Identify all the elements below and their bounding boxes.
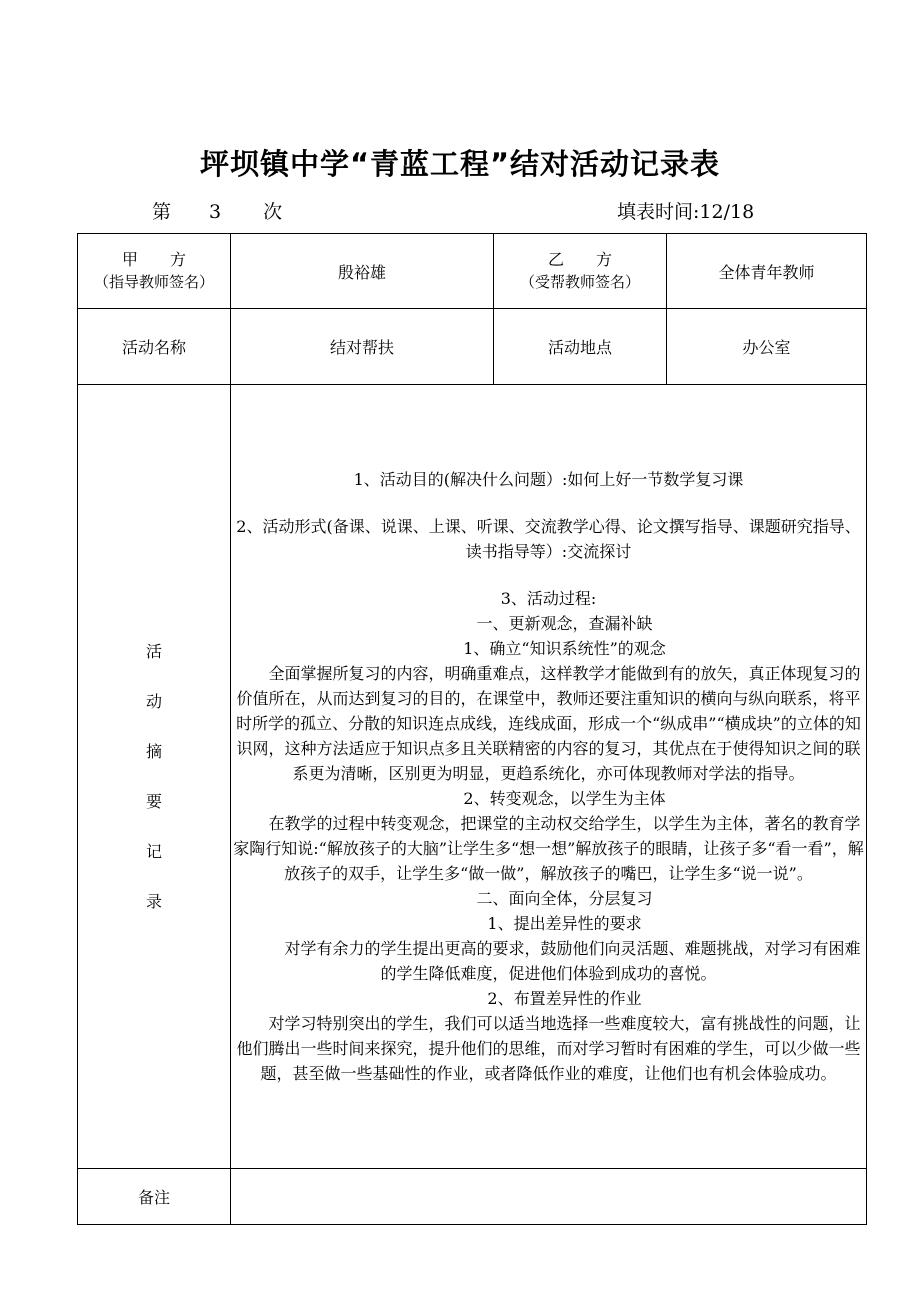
remarks-value xyxy=(231,1169,867,1225)
section-heading: 一、更新观念，查漏补缺 xyxy=(476,614,653,633)
summary-label-char: 摘 xyxy=(145,741,162,761)
activity-purpose: 1、活动目的(解决什么问题）:如何上好一节数学复习课 xyxy=(353,470,744,489)
parties-row xyxy=(78,234,867,309)
party-b-value: 全体青年教师 xyxy=(667,234,867,309)
summary-label xyxy=(78,641,230,911)
summary-row xyxy=(78,385,867,1169)
summary-label-char: 动 xyxy=(145,691,162,711)
record-sequence xyxy=(152,197,282,224)
remarks-label: 备注 xyxy=(78,1169,231,1225)
summary-label-char: 录 xyxy=(145,891,162,911)
activity-form: 2、活动形式(备课、说课、上课、听课、交流教学心得、论文撰写指导、课题研究指导、读书指导等）:交流探讨 xyxy=(236,517,861,561)
activity-name-label: 活动名称 xyxy=(78,309,231,385)
summary-content xyxy=(231,385,867,1169)
party-b-label: 乙 方 xyxy=(547,250,612,269)
fill-date-value: 12/18 xyxy=(699,201,755,223)
point-paragraph: 在教学的过程中转变观念，把课堂的主动权交给学生，以学生为主体，著名的教育学家陶行知说:“解放孩子的大脑”让学生多“想一想”解放孩子的眼睛，让孩子多“看一看”，解放孩子的双手，让学生多“做一做”，解放孩子的嘴巴，让学生多“说一说”。 xyxy=(233,814,864,883)
point-heading: 2、转变观念，以学生为主体 xyxy=(463,789,666,808)
sequence-prefix: 第 xyxy=(152,201,172,223)
fill-date xyxy=(617,197,754,224)
point-heading: 2、布置差异性的作业 xyxy=(487,989,642,1008)
activity-place-value: 办公室 xyxy=(667,309,867,385)
sequence-number: 3 xyxy=(209,201,222,223)
page-title: 坪坝镇中学“青蓝工程”结对活动记录表 xyxy=(199,147,721,181)
summary-label-cell xyxy=(78,385,231,1169)
party-a-value: 殷裕雄 xyxy=(231,234,494,309)
activity-process-title: 3、活动过程: xyxy=(500,589,597,608)
point-paragraph: 对学有余力的学生提出更高的要求，鼓励他们向灵活题、难题挑战，对学习有困难的学生降低难度，促进他们体验到成功的喜悦。 xyxy=(284,939,861,983)
record-table xyxy=(77,233,867,1225)
party-b-sublabel: （受帮教师签名） xyxy=(519,273,640,291)
fill-date-label: 填表时间: xyxy=(617,201,700,223)
party-a-sublabel: （指导教师签名） xyxy=(93,273,214,291)
party-b-label-cell xyxy=(494,234,667,309)
sequence-suffix: 次 xyxy=(263,201,283,223)
activity-place-label: 活动地点 xyxy=(494,309,667,385)
point-heading: 1、确立“知识系统性”的观念 xyxy=(463,639,666,658)
party-a-label: 甲 方 xyxy=(121,250,186,269)
remarks-row xyxy=(78,1169,867,1225)
party-a-label-cell xyxy=(78,234,231,309)
summary-label-char: 活 xyxy=(145,641,162,661)
summary-label-char: 记 xyxy=(145,841,162,861)
activity-row xyxy=(78,309,867,385)
point-paragraph: 全面掌握所复习的内容，明确重难点，这样教学才能做到有的放矢，真正体现复习的价值所在，从而达到复习的目的，在课堂中，教师还要注重知识的横向与纵向联系，将平时所学的孤立、分散的知识连点成线，连线成面，形成一个“纵成串”“横成块”的立体的知识网，这种方法适应于知识点多且关联精密的内容的复习，其优点在于使得知识之间的联系更为清晰，区别更为明显，更趋系统化，亦可体现教师对学法的指导。 xyxy=(236,664,861,783)
point-paragraph: 对学习特别突出的学生，我们可以适当地选择一些难度较大，富有挑战性的问题，让他们腾出一些时间来探究，提升他们的思维，而对学习暂时有困难的学生，可以少做一些题，甚至做一些基础性的作业，或者降低作业的难度，让他们也有机会体验成功。 xyxy=(236,1014,861,1083)
summary-label-char: 要 xyxy=(145,791,162,811)
activity-name-value: 结对帮扶 xyxy=(231,309,494,385)
point-heading: 1、提出差异性的要求 xyxy=(487,914,642,933)
section-heading: 二、面向全体，分层复习 xyxy=(476,889,653,908)
